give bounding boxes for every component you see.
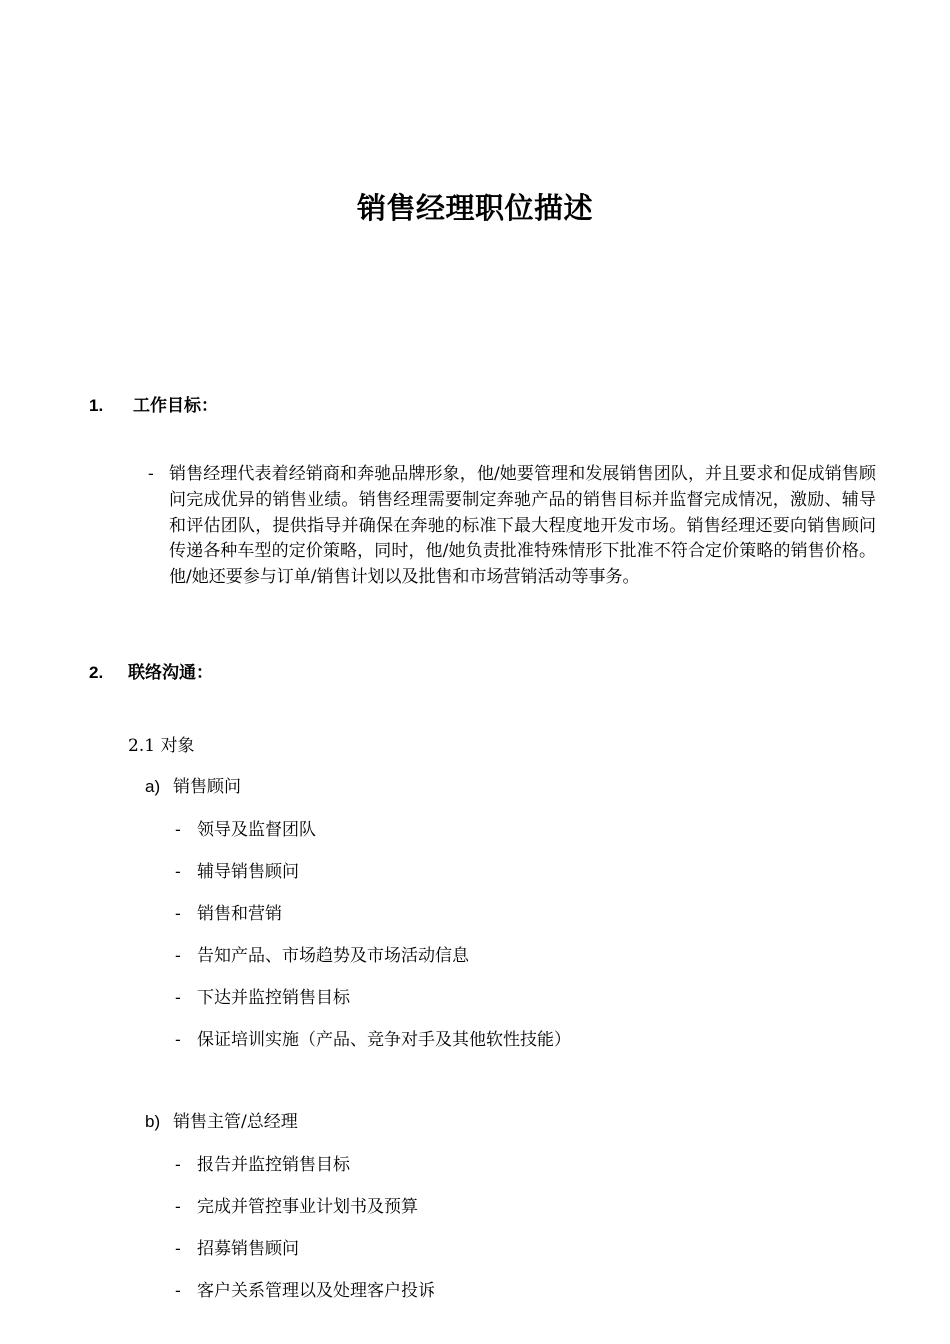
section-2-number: 2. bbox=[89, 663, 104, 682]
section-1-number: 1. bbox=[89, 396, 104, 415]
group-b-title: 销售主管/总经理 bbox=[173, 1112, 298, 1132]
list-item-text: 下达并监控销售目标 bbox=[197, 988, 350, 1008]
bullet-dash: - bbox=[175, 1155, 181, 1175]
section-1-paragraph bbox=[148, 462, 876, 591]
list-item-text: 告知产品、市场趋势及市场活动信息 bbox=[197, 946, 469, 966]
list-item-text: 领导及监督团队 bbox=[197, 820, 316, 840]
list-item-text: 保证培训实施（产品、竞争对手及其他软性技能） bbox=[197, 1030, 571, 1050]
group-a-letter: a) bbox=[145, 777, 161, 796]
list-item-text: 招募销售顾问 bbox=[197, 1239, 299, 1259]
bullet-dash: - bbox=[175, 862, 181, 882]
list-item bbox=[175, 1028, 571, 1052]
list-item bbox=[175, 1279, 435, 1303]
group-a-title: 销售顾问 bbox=[173, 777, 241, 797]
list-item bbox=[175, 902, 282, 926]
bullet-dash: - bbox=[175, 1030, 181, 1050]
section-2-title: 联络沟通： bbox=[128, 663, 213, 682]
group-a-label bbox=[145, 775, 241, 799]
section-1-heading bbox=[89, 395, 218, 417]
list-item-text: 完成并管控事业计划书及预算 bbox=[197, 1197, 418, 1217]
list-item-text: 报告并监控销售目标 bbox=[197, 1155, 350, 1175]
bullet-dash: - bbox=[175, 820, 181, 840]
page-title: 销售经理职位描述 bbox=[356, 191, 593, 225]
list-item bbox=[175, 818, 316, 842]
list-item-text: 销售和营销 bbox=[197, 904, 282, 924]
section-2-heading bbox=[89, 662, 213, 684]
subsection-2-1: 2.1 对象 bbox=[128, 736, 195, 756]
list-item bbox=[175, 986, 350, 1010]
group-b-letter: b) bbox=[145, 1112, 161, 1131]
paragraph-text: 销售经理代表着经销商和奔驰品牌形象，他/她要管理和发展销售团队，并且要求和促成销售顾问完成优异的销售业绩。销售经理需要制定奔驰产品的销售目标并监督完成情况，激励、辅导和评估团队，提供指导并确保在奔驰的标准下最大程度地开发市场。销售经理还要向销售顾问传递各种车型的定价策略，同时，他/她负责批准特殊情形下批准不符合定价策略的销售价格。他/她还要参与订单/销售计划以及批售和市场营销活动等事务。 bbox=[169, 464, 876, 588]
list-item bbox=[175, 944, 469, 968]
paragraph-dash-marker: - bbox=[148, 464, 154, 484]
bullet-dash: - bbox=[175, 988, 181, 1008]
bullet-dash: - bbox=[175, 904, 181, 924]
list-item bbox=[175, 1237, 299, 1261]
list-item bbox=[175, 1153, 350, 1177]
section-1-title: 工作目标： bbox=[133, 396, 218, 415]
bullet-dash: - bbox=[175, 946, 181, 966]
bullet-dash: - bbox=[175, 1239, 181, 1259]
group-b-label bbox=[145, 1110, 298, 1134]
list-item-text: 客户关系管理以及处理客户投诉 bbox=[197, 1281, 435, 1301]
list-item-text: 辅导销售顾问 bbox=[197, 862, 299, 882]
bullet-dash: - bbox=[175, 1281, 181, 1301]
list-item bbox=[175, 1195, 418, 1219]
list-item bbox=[175, 860, 299, 884]
bullet-dash: - bbox=[175, 1197, 181, 1217]
